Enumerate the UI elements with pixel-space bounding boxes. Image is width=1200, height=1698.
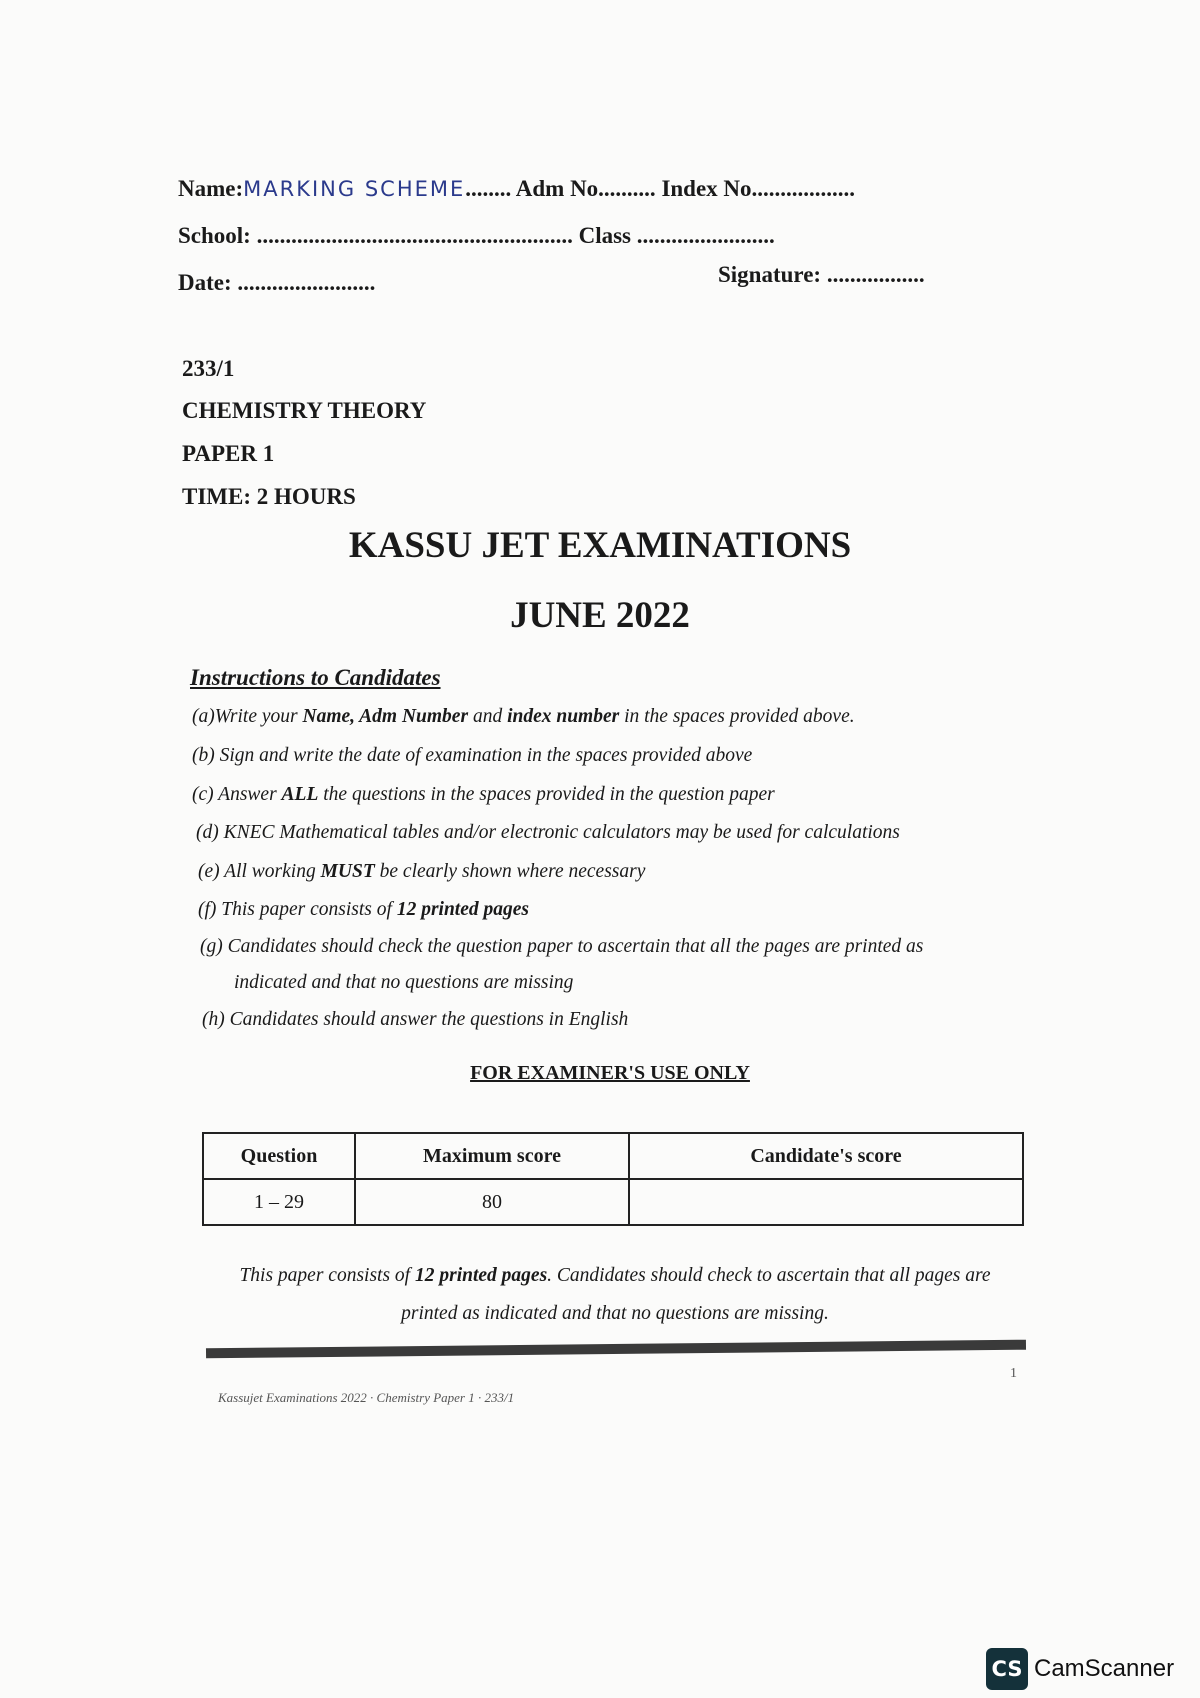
school-label: School: ....................................................... xyxy=(178,223,573,248)
camscanner-text: CamScanner xyxy=(1034,1655,1175,1682)
instruction-a xyxy=(192,706,855,728)
adm-no-label: Adm No.......... xyxy=(515,176,656,201)
instruction-c-text-2: the questions in the spaces provided in the question paper xyxy=(318,784,775,805)
instruction-e-text: (e) All working xyxy=(198,861,321,882)
footer-rule xyxy=(206,1340,1026,1359)
score-table-header-row xyxy=(203,1133,1023,1179)
exam-title: KASSU JET EXAMINATIONS xyxy=(348,525,852,566)
column-header-maximum-score: Maximum score xyxy=(355,1133,629,1179)
cell-candidate-score xyxy=(629,1179,1023,1225)
name-dots: ........ xyxy=(465,176,512,201)
camscanner-logo-icon: CS xyxy=(986,1648,1028,1690)
instruction-a-text-2: and xyxy=(468,706,508,727)
pages-note-line-2: printed as indicated and that no questions are missing. xyxy=(401,1303,829,1324)
page-number: 1 xyxy=(1010,1366,1017,1381)
instruction-d: (d) KNEC Mathematical tables and/or electronic calculators may be used for calculations xyxy=(196,822,900,843)
instruction-e-bold: MUST xyxy=(320,861,375,882)
date-label: Date: ........................ xyxy=(178,270,376,295)
instruction-c xyxy=(192,784,775,806)
signature-label: Signature: ................. xyxy=(718,262,925,287)
instruction-f-bold: 12 printed pages xyxy=(396,899,529,920)
cell-question-range: 1 – 29 xyxy=(203,1179,355,1225)
exam-date: JUNE 2022 xyxy=(510,595,690,636)
score-table xyxy=(202,1132,1024,1226)
instruction-f xyxy=(198,899,529,921)
instruction-a-text-3: in the spaces provided above. xyxy=(619,706,855,727)
paper-number: PAPER 1 xyxy=(182,441,275,466)
pages-note-text: This paper consists of xyxy=(239,1265,415,1286)
instruction-h: (h) Candidates should answer the questions in English xyxy=(202,1009,629,1030)
instructions-heading: Instructions to Candidates xyxy=(190,665,441,690)
column-header-candidate-score: Candidate's score xyxy=(629,1133,1023,1179)
instruction-f-text: (f) This paper consists of xyxy=(198,899,397,920)
paper-subject: CHEMISTRY THEORY xyxy=(182,398,427,423)
paper-code: 233/1 xyxy=(182,356,235,381)
name-handwritten-value: MARKING SCHEME xyxy=(243,177,466,201)
instruction-g-line-1: (g) Candidates should check the question paper to ascertain that all the pages are printed as xyxy=(200,936,924,957)
examiner-heading: FOR EXAMINER'S USE ONLY xyxy=(470,1062,750,1084)
camscanner-watermark xyxy=(986,1648,1174,1690)
instruction-b: (b) Sign and write the date of examination in the spaces provided above xyxy=(192,745,753,766)
pages-note-text-2: . Candidates should check to ascertain that all pages are xyxy=(547,1265,991,1286)
index-no-label: Index No.................. xyxy=(661,176,856,201)
footer-text: Kassujet Examinations 2022 · Chemistry Paper 1 · 233/1 xyxy=(218,1390,515,1405)
name-row xyxy=(178,176,855,202)
instruction-g-line-2: indicated and that no questions are missing xyxy=(234,972,574,993)
instruction-c-text: (c) Answer xyxy=(192,784,282,805)
instruction-a-bold-2: index number xyxy=(507,706,620,727)
score-table-row xyxy=(203,1179,1023,1225)
instruction-a-bold-1: Name, Adm Number xyxy=(302,706,469,727)
instruction-e xyxy=(198,861,645,883)
instruction-c-bold: ALL xyxy=(281,784,319,805)
instruction-e-text-2: be clearly shown where necessary xyxy=(374,861,646,882)
class-label: Class ........................ xyxy=(578,223,775,248)
pages-note-bold: 12 printed pages xyxy=(414,1265,548,1286)
name-label: Name: xyxy=(178,176,244,201)
school-row xyxy=(178,223,775,249)
paper-time: TIME: 2 HOURS xyxy=(182,484,356,509)
pages-note-line-1 xyxy=(0,1258,1200,1294)
column-header-question: Question xyxy=(203,1133,355,1179)
instruction-a-text: (a)Write your xyxy=(192,706,303,727)
cell-maximum-score: 80 xyxy=(355,1179,629,1225)
